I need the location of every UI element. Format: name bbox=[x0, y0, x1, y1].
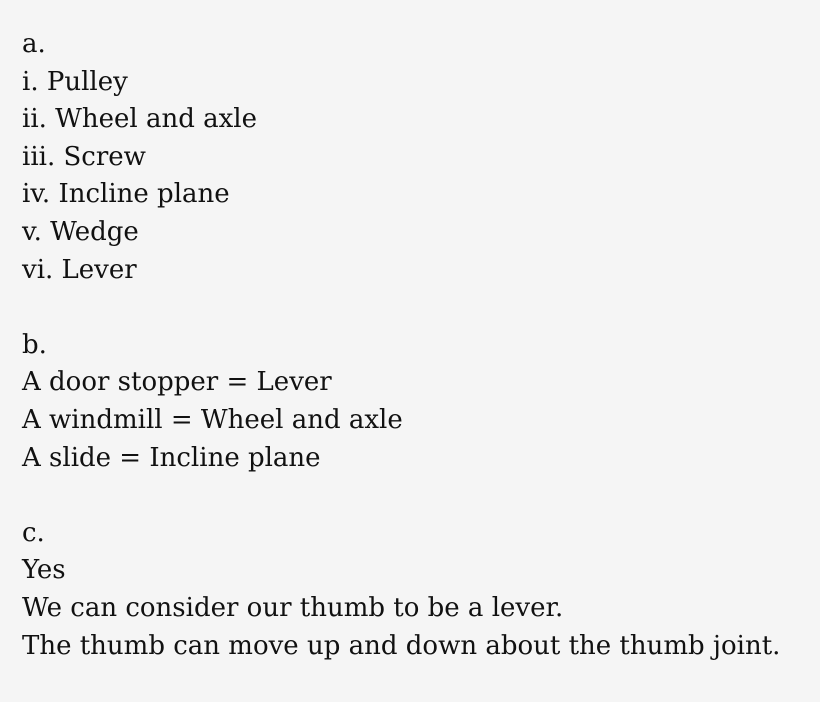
section-spacer bbox=[22, 289, 820, 327]
part-a-item-4: iv. Incline plane bbox=[22, 179, 230, 210]
part-b-label: b. bbox=[22, 329, 47, 360]
part-b-item-3: A slide = Incline plane bbox=[22, 442, 321, 473]
section-spacer bbox=[22, 477, 820, 515]
part-c-label: c. bbox=[22, 517, 45, 548]
part-a-item-5: v. Wedge bbox=[22, 216, 139, 247]
part-a-label: a. bbox=[22, 29, 46, 59]
part-a-item-6: vi. Lever bbox=[22, 254, 137, 285]
part-b-item-2: A windmill = Wheel and axle bbox=[22, 404, 403, 435]
part-c-item-2: We can consider our thumb to be a lever. bbox=[22, 592, 564, 623]
part-c-item-1: Yes bbox=[22, 555, 66, 586]
part-a-item-3: iii. Screw bbox=[22, 141, 146, 172]
part-c-item-3: The thumb can move up and down about the thumb joint. bbox=[22, 630, 781, 661]
part-b-item-1: A door stopper = Lever bbox=[22, 367, 332, 398]
part-a-item-2: ii. Wheel and axle bbox=[22, 104, 258, 135]
part-a-item-1: i. Pulley bbox=[22, 66, 128, 97]
